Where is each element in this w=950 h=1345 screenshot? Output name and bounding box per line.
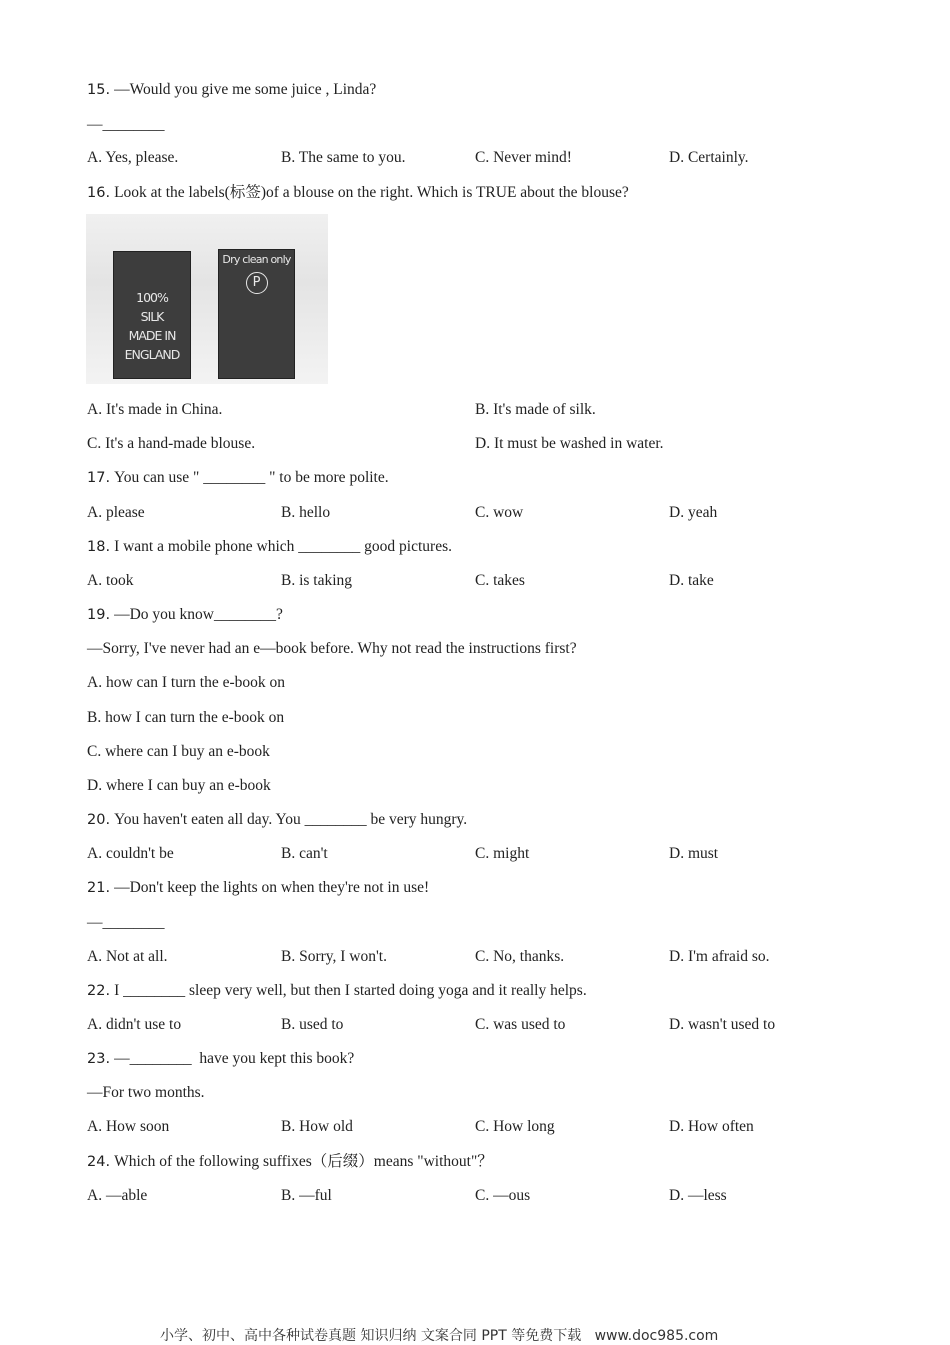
option-a: A. How soon bbox=[87, 1118, 170, 1135]
question-17: 17. You can use " ________ " to be more polite. bbox=[87, 469, 389, 486]
option-b: B. The same to you. bbox=[281, 149, 406, 166]
question-23: 23. —________ have you kept this book? bbox=[87, 1050, 355, 1067]
option-b: B. is taking bbox=[281, 572, 353, 589]
option-c: C. No, thanks. bbox=[475, 948, 565, 965]
question-21-reply: —________ bbox=[87, 914, 165, 931]
option-a: A. please bbox=[87, 504, 145, 521]
option-d: D. where I can buy an e-book bbox=[87, 777, 271, 794]
question-15-reply: —________ bbox=[87, 116, 165, 133]
question-22: 22. I ________ sleep very well, but then I started doing yoga and it really helps. bbox=[87, 982, 587, 999]
option-b: B. Sorry, I won't. bbox=[281, 948, 387, 965]
option-c: C. wow bbox=[475, 504, 524, 521]
question-15: 15. —Would you give me some juice , Linda? bbox=[87, 81, 377, 98]
question-20: 20. You haven't eaten all day. You ________ be very hungry. bbox=[87, 811, 468, 828]
option-d: D. yeah bbox=[669, 504, 718, 521]
option-d: D. wasn't used to bbox=[669, 1016, 776, 1033]
option-a: A. —able bbox=[87, 1187, 148, 1204]
option-a: A. took bbox=[87, 572, 134, 589]
question-24: 24. Which of the following suffixes（后缀）means "without"？ bbox=[87, 1153, 493, 1170]
option-b: B. can't bbox=[281, 845, 328, 862]
option-c: C. was used to bbox=[475, 1016, 566, 1033]
option-b: B. used to bbox=[281, 1016, 344, 1033]
option-d: D. Certainly. bbox=[669, 149, 749, 166]
option-c: C. It's a hand-made blouse. bbox=[87, 435, 256, 452]
option-d: D. take bbox=[669, 572, 714, 589]
option-c: C. Never mind! bbox=[475, 149, 572, 166]
option-c: C. takes bbox=[475, 572, 525, 589]
option-b: B. —ful bbox=[281, 1187, 332, 1204]
option-d: D. must bbox=[669, 845, 719, 862]
care-label: Dry clean only P bbox=[218, 249, 295, 379]
option-b: B. hello bbox=[281, 504, 331, 521]
option-d: D. —less bbox=[669, 1187, 727, 1204]
footer-watermark: 小学、初中、高中各种试卷真题 知识归纳 文案合同 PPT 等免费下载 www.doc985.com bbox=[160, 1328, 719, 1344]
option-c: C. —ous bbox=[475, 1187, 531, 1204]
option-a: A. Not at all. bbox=[87, 948, 168, 965]
option-c: C. might bbox=[475, 845, 530, 862]
question-18: 18. I want a mobile phone which ________ good pictures. bbox=[87, 538, 452, 555]
option-b: B. how I can turn the e-book on bbox=[87, 709, 285, 726]
option-a: A. couldn't be bbox=[87, 845, 174, 862]
silk-label: 100% SILK MADE IN ENGLAND bbox=[113, 251, 191, 379]
question-21: 21. —Don't keep the lights on when they're not in use! bbox=[87, 879, 430, 896]
option-c: C. How long bbox=[475, 1118, 555, 1135]
dry-clean-p-icon: P bbox=[246, 272, 268, 294]
question-23-reply: —For two months. bbox=[87, 1084, 205, 1101]
option-d: D. How often bbox=[669, 1118, 754, 1135]
question-19-reply: —Sorry, I've never had an e—book before. Why not read the instructions first? bbox=[87, 640, 577, 657]
blouse-labels-image bbox=[86, 214, 328, 384]
option-b: B. It's made of silk. bbox=[475, 401, 596, 418]
question-16: 16. Look at the labels(标签)of a blouse on the right. Which is TRUE about the blouse? bbox=[87, 184, 629, 201]
option-b: B. How old bbox=[281, 1118, 353, 1135]
option-a: A. how can I turn the e-book on bbox=[87, 674, 286, 691]
option-a: A. didn't use to bbox=[87, 1016, 182, 1033]
option-c: C. where can I buy an e-book bbox=[87, 743, 270, 760]
option-a: A. It's made in China. bbox=[87, 401, 223, 418]
option-d: D. I'm afraid so. bbox=[669, 948, 770, 965]
question-19: 19. —Do you know________? bbox=[87, 606, 283, 623]
option-a: A. Yes, please. bbox=[87, 149, 179, 166]
option-d: D. It must be washed in water. bbox=[475, 435, 664, 452]
